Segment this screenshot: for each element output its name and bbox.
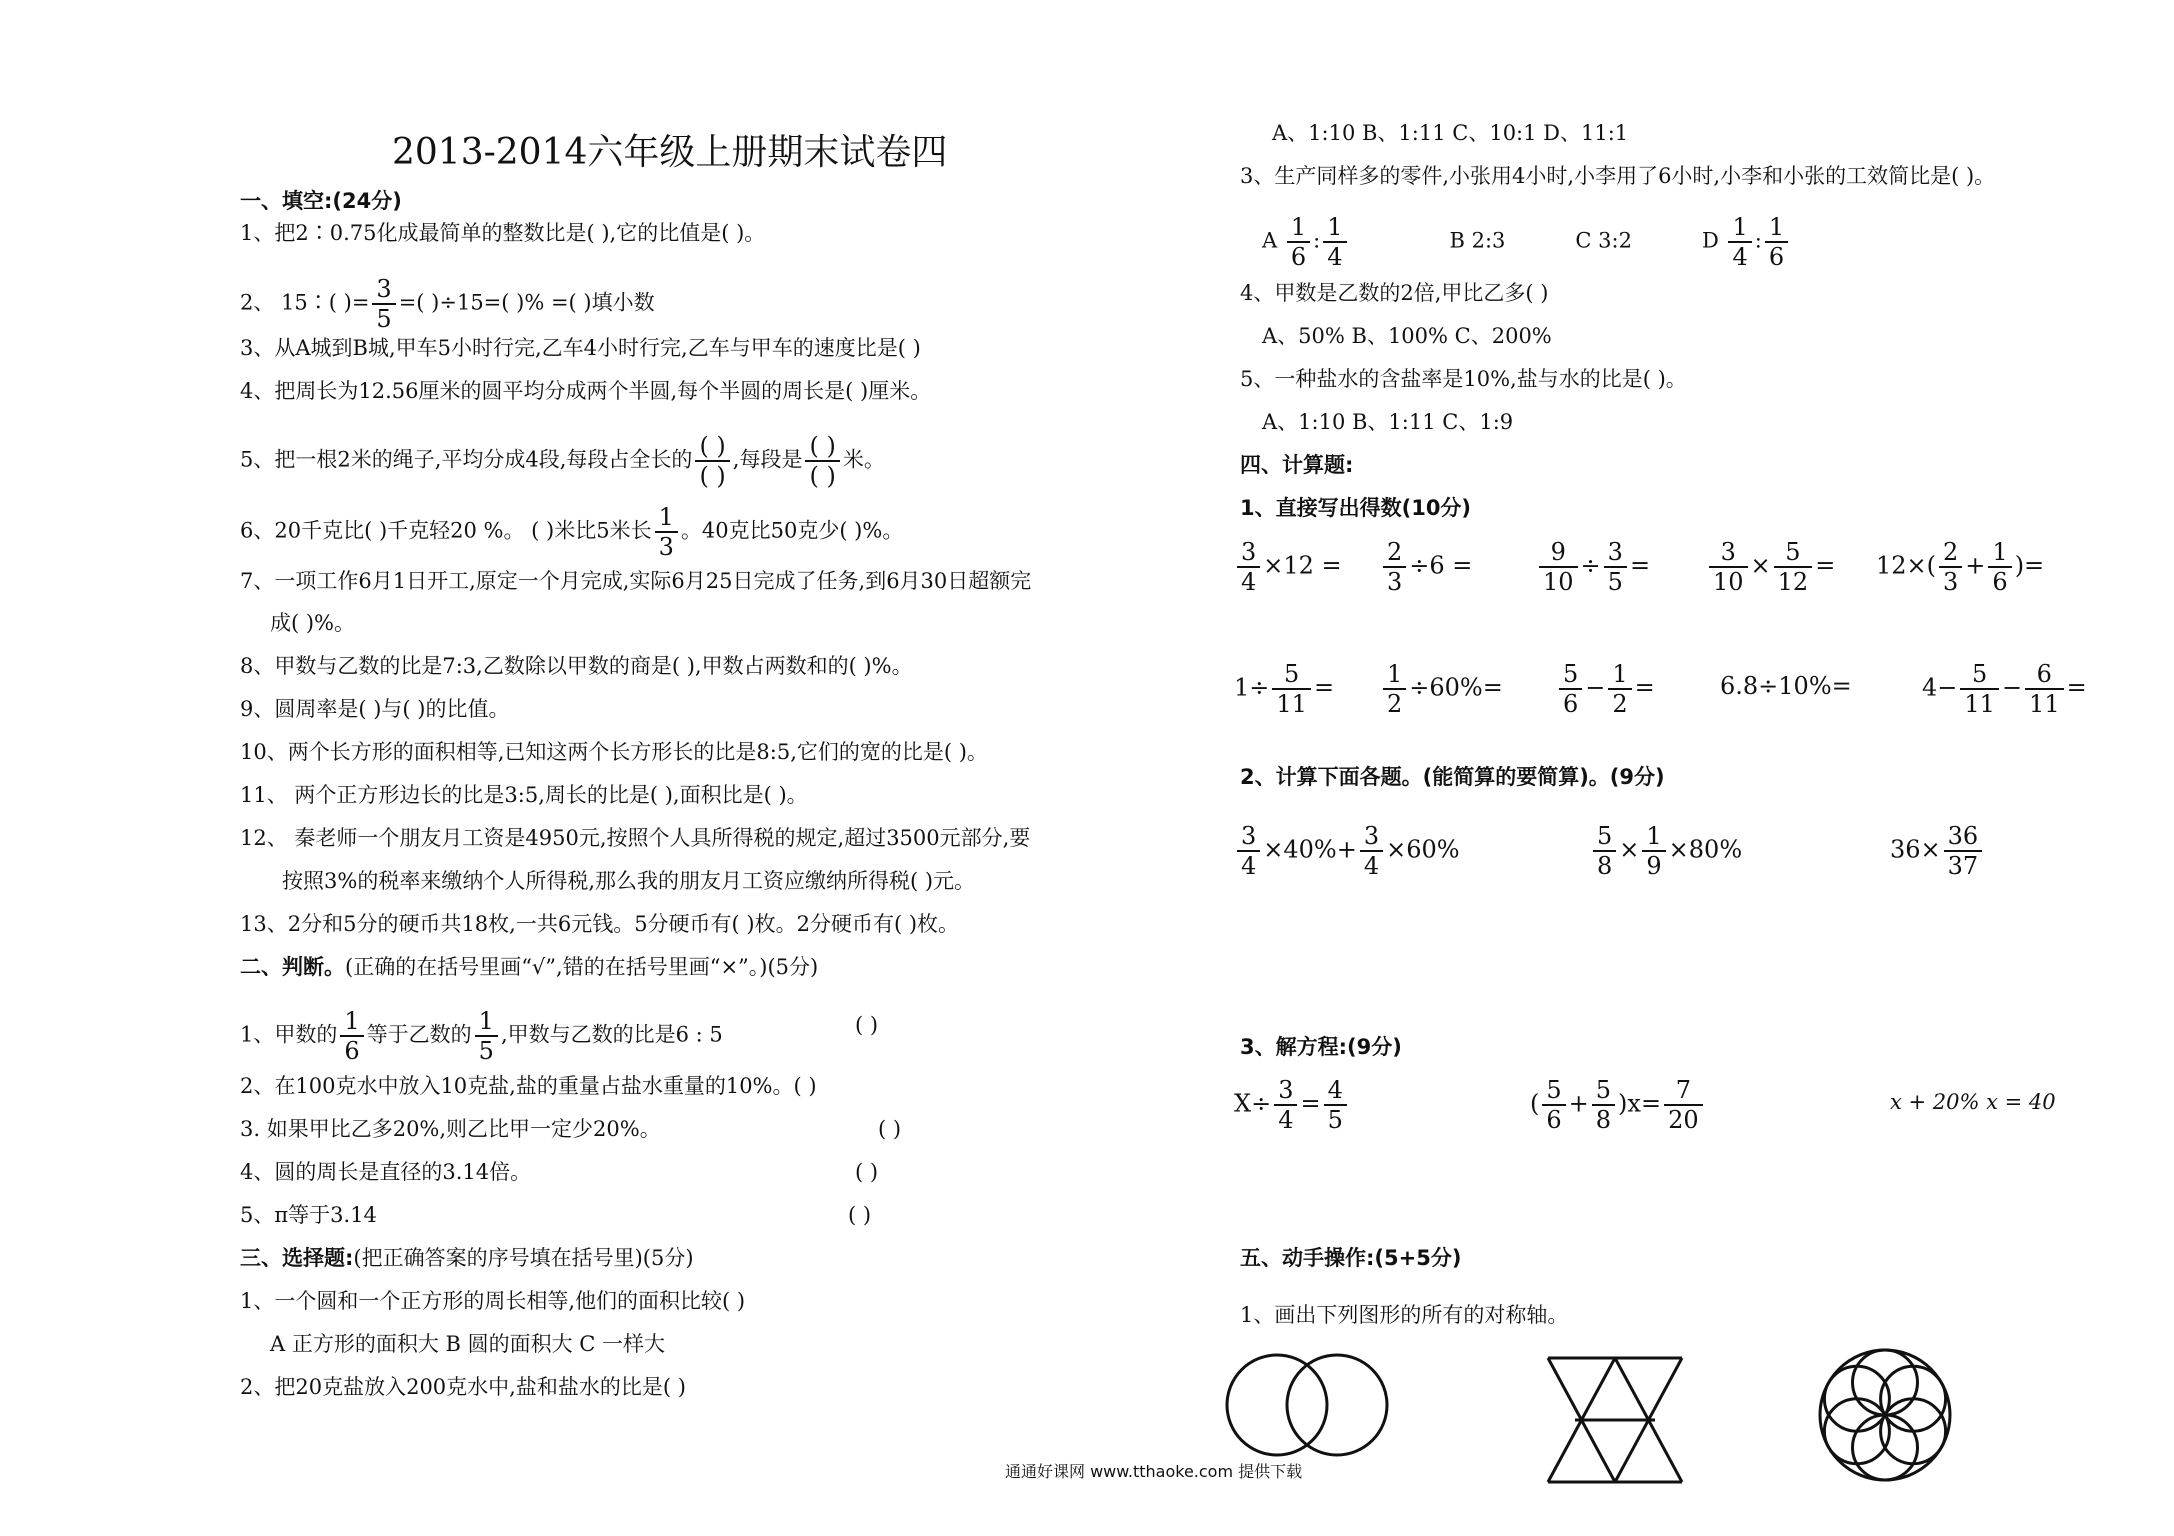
equation-1: X÷ $\frac{3}{4}$ = $\frac{4}{5}$	[1234, 1076, 1350, 1134]
choice-q4-options: A、50% B、100% C、200%	[1262, 324, 1552, 348]
fraction: $\frac{1}{6}$	[1287, 213, 1310, 271]
choice-q1-options: A 正方形的面积大 B 圆的面积大 C 一样大	[270, 1332, 666, 1356]
fill-q5: 5、把一根2米的绳子,平均分成4段,每段占全长的 ( ) ( ) ,每段是 ( ) ( ) 米。	[240, 432, 885, 490]
choice-q2: 2、把20克盐放入200克水中,盐和盐水的比是( )	[240, 1375, 686, 1399]
fraction: $\frac{1}{4}$	[1323, 213, 1346, 271]
calc-2-c: 36× $\frac{36}{37}$	[1890, 822, 1985, 880]
fill-q2: 2、 15∶( )= $\frac{3}{5}$ =( )÷15=( )% =( )填小数	[240, 275, 655, 333]
judge-q4-answer: ( )	[855, 1160, 879, 1184]
calc-1-j: 4− $\frac{5}{11}$ − $\frac{6}{11}$ =	[1922, 660, 2087, 718]
fill-q7-line1: 7、一项工作6月1日开工,原定一个月完成,实际6月25日完成了任务,到6月30日超额完	[240, 569, 1032, 593]
fill-q9: 9、圆周率是( )与( )的比值。	[240, 697, 510, 721]
star-of-triangles-figure	[1540, 1350, 1690, 1490]
choice-q1: 1、一个圆和一个正方形的周长相等,他们的面积比较( )	[240, 1289, 746, 1313]
fraction: $\frac{1}{3}$	[655, 503, 678, 561]
calc-2-heading: 2、计算下面各题。(能简算的要简算)。(9分)	[1240, 765, 1665, 789]
choice-q3-options: A $\frac{1}{6}$ : $\frac{1}{4}$ B 2:3 C 3:2 D $\frac{1}{4}$ : $\frac{1}{6}$	[1262, 213, 1791, 271]
judge-q3: 3. 如果甲比乙多20%,则乙比甲一定少20%。	[240, 1117, 661, 1141]
choice-q3: 3、生产同样多的零件,小张用4小时,小李用了6小时,小李和小张的工效简比是( )。	[1240, 164, 1996, 188]
page-title: 2013-2014六年级上册期末试卷四	[392, 132, 948, 173]
fraction: $\frac{1}{4}$	[1728, 213, 1751, 271]
choice-q4: 4、甲数是乙数的2倍,甲比乙多( )	[1240, 281, 1549, 305]
judge-q5: 5、π等于3.14	[240, 1203, 377, 1227]
fraction: $\frac{3}{5}$	[372, 275, 395, 333]
blank-fraction: ( ) ( )	[805, 432, 839, 490]
calc-1-h: $\frac{5}{6}$ − $\frac{1}{2}$ =	[1556, 660, 1655, 718]
judge-q1-answer: ( )	[855, 1013, 879, 1037]
calc-3-heading: 3、解方程:(9分)	[1240, 1035, 1402, 1059]
section-3-heading: 三、选择题:(把正确答案的序号填在括号里)(5分)	[240, 1246, 694, 1270]
choice-q5: 5、一种盐水的含盐率是10%,盐与水的比是( )。	[1240, 367, 1687, 391]
calc-1-f: 1÷ $\frac{5}{11}$ =	[1234, 660, 1335, 718]
judge-q5-answer: ( )	[848, 1203, 872, 1227]
calc-1-c: $\frac{9}{10}$ ÷ $\frac{3}{5}$ =	[1536, 538, 1650, 596]
two-circles-figure	[1215, 1350, 1425, 1460]
calc-1-g: $\frac{1}{2}$ ÷60%=	[1380, 660, 1503, 718]
calc-1-heading: 1、直接写出得数(10分)	[1240, 496, 1472, 520]
fill-q1: 1、把2∶0.75化成最简单的整数比是( ),它的比值是( )。	[240, 221, 766, 245]
equation-3: x + 20% x = 40	[1890, 1090, 2056, 1114]
section-4-heading: 四、计算题:	[1240, 453, 1354, 477]
footer-watermark: 通通好课网 www.tthaoke.com 提供下载	[1005, 1462, 1303, 1481]
choice-q5-options: A、1:10 B、1:11 C、1:9	[1262, 410, 1514, 434]
equation-2: ( $\frac{5}{6}$ + $\frac{5}{8}$ )x= $\frac{7}{20}$	[1530, 1076, 1706, 1134]
judge-q2: 2、在100克水中放入10克盐,盐的重量占盐水重量的10%。( )	[240, 1074, 817, 1098]
fill-q12-line2: 按照3%的税率来缴纳个人所得税,那么我的朋友月工资应缴纳所得税( )元。	[282, 869, 976, 893]
fill-q10: 10、两个长方形的面积相等,已知这两个长方形长的比是8:5,它们的宽的比是( )。	[240, 740, 988, 764]
judge-q3-answer: ( )	[878, 1117, 902, 1141]
fill-q8: 8、甲数与乙数的比是7:3,乙数除以甲数的商是( ),甲数占两数和的( )%。	[240, 654, 913, 678]
fill-q12-line1: 12、 秦老师一个朋友月工资是4950元,按照个人具所得税的规定,超过3500元部分,要	[240, 826, 1031, 850]
fill-q13: 13、2分和5分的硬币共18枚,一共6元钱。5分硬币有( )枚。2分硬币有( )枚。	[240, 912, 960, 936]
fraction: $\frac{1}{6}$	[340, 1007, 363, 1065]
choice-q2-options: A、1:10 B、1:11 C、10:1 D、11:1	[1272, 121, 1629, 145]
calc-1-b: $\frac{2}{3}$ ÷6 =	[1380, 538, 1472, 596]
fill-q4: 4、把周长为12.56厘米的圆平均分成两个半圆,每个半圆的周长是( )厘米。	[240, 379, 932, 403]
drawing-q1: 1、画出下列图形的所有的对称轴。	[1240, 1303, 1569, 1327]
calc-2-b: $\frac{5}{8}$ × $\frac{1}{9}$ ×80%	[1590, 822, 1742, 880]
flower-circle-figure	[1810, 1340, 1960, 1490]
calc-1-a: $\frac{3}{4}$ ×12 =	[1234, 538, 1342, 596]
fraction: $\frac{1}{6}$	[1765, 213, 1788, 271]
judge-q4: 4、圆的周长是直径的3.14倍。	[240, 1160, 532, 1184]
fill-q11: 11、 两个正方形边长的比是3:5,周长的比是( ),面积比是( )。	[240, 783, 808, 807]
fill-q6: 6、20千克比( )千克轻20 %。 ( )米比5米长 $\frac{1}{3}$ 。40克比50克少( )%。	[240, 503, 904, 561]
judge-q1: 1、甲数的 $\frac{1}{6}$ 等于乙数的 $\frac{1}{5}$ ,甲数与乙数的比是6 : 5	[240, 1007, 723, 1065]
calc-1-d: $\frac{3}{10}$ × $\frac{5}{12}$ =	[1706, 538, 1835, 596]
blank-fraction: ( ) ( )	[695, 432, 729, 490]
section-5-heading: 五、动手操作:(5+5分)	[1240, 1246, 1462, 1270]
fraction: $\frac{1}{5}$	[475, 1007, 498, 1065]
section-2-heading: 二、判断。(正确的在括号里画“√”,错的在括号里画“×”。)(5分)	[240, 955, 819, 979]
calc-1-i: 6.8÷10%=	[1720, 672, 1852, 700]
fill-q7-line2: 成( )%。	[270, 611, 356, 635]
calc-1-e: 12×( $\frac{2}{3}$ + $\frac{1}{6}$ )=	[1876, 538, 2045, 596]
section-1-heading: 一、填空:(24分)	[240, 189, 402, 213]
calc-2-a: $\frac{3}{4}$ ×40%+ $\frac{3}{4}$ ×60%	[1234, 822, 1460, 880]
fill-q3: 3、从A城到B城,甲车5小时行完,乙车4小时行完,乙车与甲车的速度比是( )	[240, 336, 921, 360]
